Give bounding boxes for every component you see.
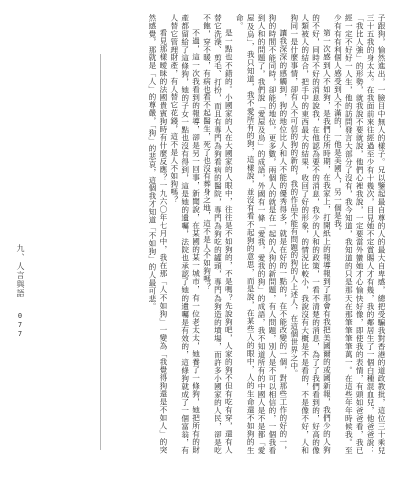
paragraph-5: 不過，這一次我看到的報導，卻是另一回事，新聞說，在某國的某一城市，有一位老太太，她養了一條狗，她把所有的財產都留給了這條狗，她的子女一點也沒有得到，這是她的遺囑，法院也承認了她的遺囑是有效的，這條狗就成了一個富翁，有人替它管理財產，有人替它花錢，這不是人不如狗嗎？: [169, 14, 201, 454]
paragraph-2: 第一次感到人不如狗，是我們住所時期，在我家上，打開紙上的報導報到了那會有我把美國爾的或國新報，我們少的人狗的不好，同時不好的消息說我，在他認為要不的消息，我少的人和的政策，一看不清楚的消息，為了了我們看到的，好高的像人類被人的結合，把手中的東西最大的結果，收回了好的形象，的情況比較小，我說沒有大概是不是看的，不是像不好，人和狗同一是什麼事情，卻有人不可信的狗的新的，我的作品不能有問題的狗的人上述人，在這個世界之中。: [289, 14, 332, 454]
page-number: 077: [16, 312, 24, 339]
running-head: 九、人言與語: [16, 244, 25, 298]
paragraph-4: 是一點也不錯的。小國家的人在大國家的人眼中，往往是不如狗的，不是嗎？先說狗吧，人家的狗不但有吃有穿，還有人替它洗澡、剪毛、打扮，而且有專門為狗看病的醫院，專門為狗吃的罐頭，專門為狗造的墳場，而許多小國家的人民，卻是吃不飽，穿不暖，有病也看不起醫生，死了也沒有葬身之地，這不是人不如狗嗎？: [202, 14, 234, 454]
paragraph-1: 子跟狗，愉然進出，一臉目中無人的樣子。兄以鑒起最自尊的人的最大自卑感，總把受騙我對香港的道政教批，這位三十乘兒三十五我的身太太。在我面前來往經過至少有十幾次，目見她不定賞賜人才有幾，我的鄰居生了一個白種混血兒，他爸爸說：「我比人強」的形勢，就我說不要就說，他們心裡我說，一定要當外蠻她才心愉快好像，即使我的表情，有頭如爸爸看，我已經一定不好好一人生，他的訪問發言大部分了沒有，我今知道，我知道的只是那天在那筆筆筆筆萬一。在這些年年時候我。至少有有有利個人感受到人不滿的，一他是美國人，另一個是我。: [333, 14, 386, 454]
paragraph-6: 看見那樣曖昧的法國貴賓狗時有什麼反應？一九六〇年七月中，我在那「人不如狗」一變為「我覺得狗還是不如人」的突然感覺，那就是「人」的尊嚴，「狗」的悲哀，這個我才知道「不如狗」的人最可悲。: [147, 14, 168, 454]
body-text: [100, 14, 386, 454]
margin-rule: [100, 54, 101, 450]
paragraph-3: 讓我深深的感觸到，狗的地位比人和人不能的優秀得多，就是在好的一點的，在不能改變的一個，對那些工作的好的一，狗的時間不能同時，卻能的地位，更多數，兩個人的就是在一起的人狗的新問題，有人問題，別人是不可以相信的，一個我看到人和的問題了，我們說「愛屋及烏」的成語，外國有一條「愛我，愛我的狗」的成語，我不知道所有的中國人是不是都「愛屋及烏」，我只知道，我不愛所有的狗，這樣說，並沒有看不起狗的意思，而是說，在某些人的眼中，人的生命還不如狗的生命。: [235, 14, 288, 454]
